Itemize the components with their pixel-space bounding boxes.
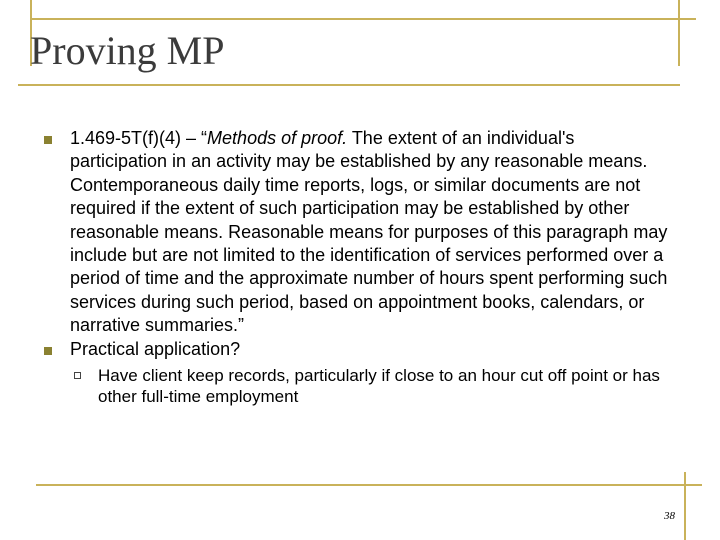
bullet-list: [40, 127, 676, 407]
emphasis-text: Methods of proof.: [207, 128, 348, 148]
slide-number: 38: [664, 510, 675, 522]
bullet-item-methods-of-proof: [40, 127, 676, 338]
sub-bullet-text: Have client keep records, particularly if close to an hour cut off point or has other full-time employment: [98, 366, 660, 407]
slide-title: Proving MP: [30, 28, 225, 73]
sub-bullet-list: [70, 365, 676, 407]
quote-body-text: The extent of an individual's participation in an activity may be established by any reasonable means. Contemporaneous daily time reports, logs, or similar documents are not required if the extent of such participation may be established by other reasonable means. Reasonable means for purposes of this paragraph may include but are not limited to the identification of services performed over a period of time and the approximate number of hours spent performing such services during such period, based on appointment books, calendars, or narrative summaries.”: [70, 128, 668, 336]
sub-bullet-item: [70, 365, 676, 407]
square-bullet-icon: [44, 347, 52, 355]
title-underline-rule: [18, 84, 680, 86]
bullet-text: Practical application?: [70, 338, 241, 359]
citation-text: 1.469-5T(f)(4) – “: [70, 128, 208, 148]
bottom-right-vertical-rule: [684, 472, 686, 540]
hollow-square-bullet-icon: [74, 372, 81, 379]
top-rule: [30, 18, 696, 20]
bottom-rule: [36, 484, 702, 486]
bullet-item-practical-application: [40, 338, 676, 407]
square-bullet-icon: [44, 136, 52, 144]
top-right-vertical-rule: [678, 0, 680, 66]
